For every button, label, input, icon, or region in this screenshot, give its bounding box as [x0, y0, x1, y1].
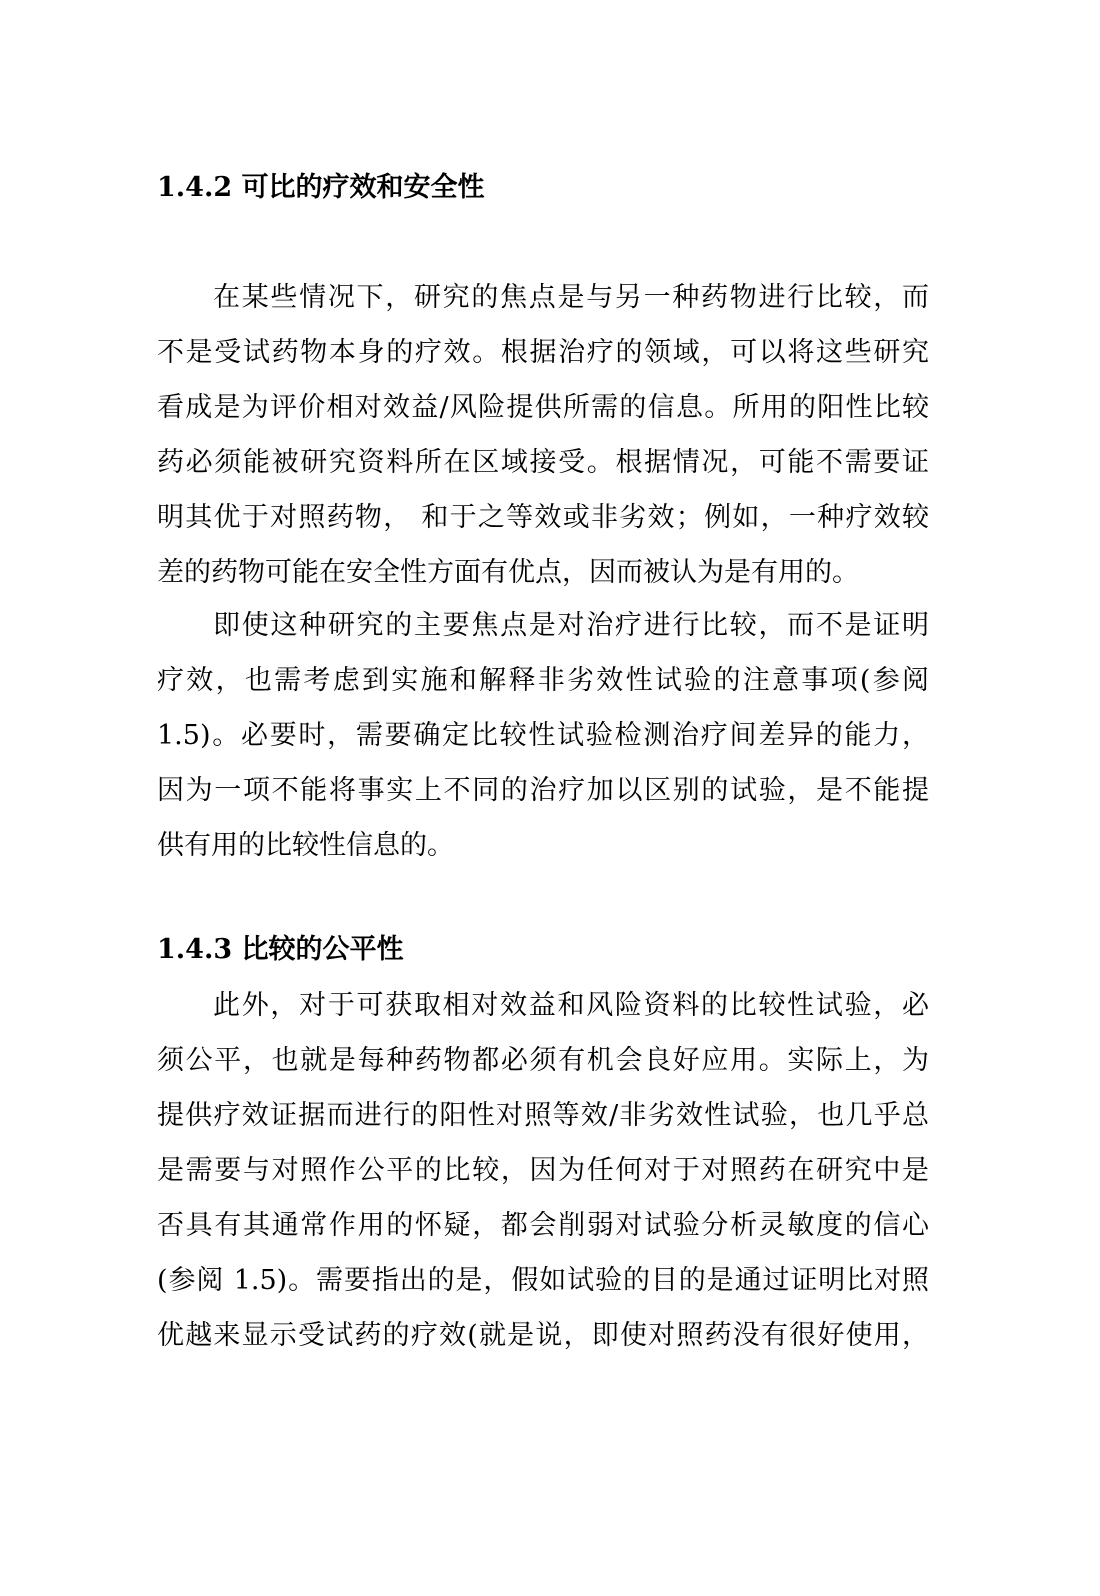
text-line: (参阅 1.5)。需要指出的是，假如试验的目的是通过证明比对照 — [157, 1265, 929, 1296]
text-line: 因为一项不能将事实上不同的治疗加以区别的试验，是不能提 — [157, 775, 929, 806]
text-line: 是需要与对照作公平的比较，因为任何对于对照药在研究中是 — [157, 1155, 929, 1186]
text-line: 否具有其通常作用的怀疑，都会削弱对试验分析灵敏度的信心 — [157, 1210, 929, 1241]
text-line: 提供疗效证据而进行的阳性对照等效/非劣效性试验，也几乎总 — [157, 1100, 929, 1131]
text-line: 差的药物可能在安全性方面有优点，因而被认为是有用的。 — [157, 557, 859, 588]
text-line: 优越来显示受试药的疗效(就是说，即使对照药没有很好使用， — [157, 1320, 929, 1351]
text-line: 即使这种研究的主要焦点是对治疗进行比较，而不是证明 — [213, 610, 929, 641]
paragraph-fairness-of-comparison — [157, 978, 929, 1363]
text-line: 不是受试药物本身的疗效。根据治疗的领域，可以将这些研究 — [157, 337, 929, 368]
section-heading-1-4-3: 1.4.3 比较的公平性 — [157, 934, 404, 965]
text-line: 疗效，也需考虑到实施和解释非劣效性试验的注意事项(参阅 — [157, 665, 929, 696]
text-line: 在某些情况下，研究的焦点是与另一种药物进行比较，而 — [213, 282, 929, 313]
text-line: 须公平，也就是每种药物都必须有机会良好应用。实际上，为 — [157, 1045, 929, 1076]
text-line: 此外，对于可获取相对效益和风险资料的比较性试验，必 — [213, 990, 929, 1021]
section-heading-1-4-2: 1.4.2 可比的疗效和安全性 — [157, 172, 485, 203]
text-line: 看成是为评价相对效益/风险提供所需的信息。所用的阳性比较 — [157, 392, 929, 423]
paragraph-comparative-efficacy-2 — [157, 598, 929, 873]
paragraph-comparative-efficacy-1 — [157, 270, 929, 600]
text-line: 明其优于对照药物， 和于之等效或非劣效；例如，一种疗效较 — [157, 502, 929, 533]
text-line: 供有用的比较性信息的。 — [157, 830, 454, 861]
text-line: 1.5)。必要时，需要确定比较性试验检测治疗间差异的能力， — [157, 720, 929, 751]
text-line: 药必须能被研究资料所在区域接受。根据情况，可能不需要证 — [157, 447, 929, 478]
